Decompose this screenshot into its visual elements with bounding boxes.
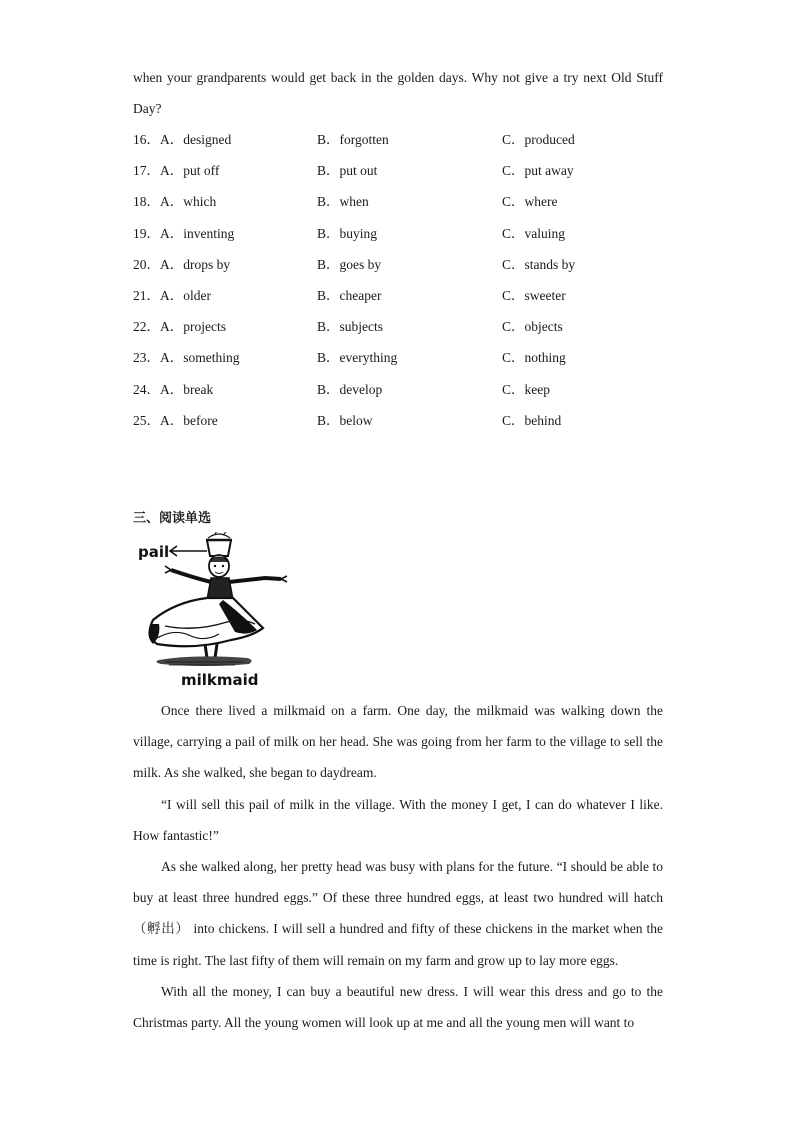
option-b: B．forgotten [317, 132, 389, 147]
option-b: B．buying [317, 225, 378, 241]
question-number: 22． [133, 319, 160, 335]
option-c: C．behind [502, 412, 562, 428]
question-row [133, 155, 673, 186]
pail-label: pail [138, 543, 170, 561]
option-c: C．nothing [502, 350, 566, 366]
question-number: 16． [133, 132, 160, 147]
option-b: B．everything [317, 350, 398, 366]
question-row [133, 311, 673, 342]
option-c: C．produced [502, 132, 575, 147]
passage-paragraph: Once there lived a milkmaid on a farm. One day, the milkmaid was walking down the village, carrying a pail of milk on her head. She was going from her farm to the village to sell the milk. As she walked, she began to daydream. [133, 703, 663, 781]
option-a: A．projects [160, 319, 226, 335]
question-number: 23． [133, 350, 160, 366]
option-c: C．where [502, 194, 558, 210]
option-a: A．which [160, 194, 217, 210]
question-row [133, 342, 673, 373]
question-number: 18． [133, 194, 160, 210]
option-c: C．valuing [502, 225, 565, 241]
milkmaid-illustration [135, 532, 295, 692]
option-b: B．cheaper [317, 287, 382, 303]
question-row [133, 405, 673, 436]
question-row [133, 218, 673, 249]
passage-paragraph: “I will sell this pail of milk in the village. With the money I get, I can do whatever I like. How fantastic!” [133, 796, 663, 843]
question-row [133, 249, 673, 280]
question-number: 21． [133, 287, 160, 303]
passage-paragraph: With all the money, I can buy a beautiful new dress. I will wear this dress and go to the Christmas party. All the young women will look up at me and all the young men will want to [133, 983, 663, 1031]
intro-passage [133, 62, 663, 124]
option-b: B．put out [317, 163, 378, 179]
question-number: 24． [133, 381, 160, 397]
option-a: A．drops by [160, 256, 231, 272]
question-number: 17． [133, 163, 160, 179]
option-a: A．inventing [160, 225, 235, 241]
option-a: A．something [160, 350, 240, 366]
option-b: B．when [317, 194, 369, 210]
option-b: B．below [317, 412, 373, 428]
option-b: B．goes by [317, 256, 382, 272]
option-a: A．designed [160, 132, 232, 147]
option-c: C．sweeter [502, 287, 566, 303]
reading-passage [133, 695, 663, 1038]
cloze-options-list [133, 124, 673, 436]
option-c: C．stands by [502, 256, 576, 272]
question-number: 25． [133, 412, 160, 428]
option-a: A．older [160, 287, 211, 303]
option-a: A．break [160, 381, 214, 397]
intro-text: when your grandparents would get back in the golden days. Why not give a try next Old Stuff Day? [133, 70, 663, 116]
milkmaid-label: milkmaid [181, 671, 259, 689]
passage-paragraph: As she walked along, her pretty head was busy with plans for the future. “I should be able to buy at least three hundred eggs.” Of these three hundred eggs, at least two hundred will hatch（孵出） into chickens. I will sell a hundred and fifty of these chickens in the market when the time is right. The last fifty of them will remain on my farm and grow up to lay more eggs. [133, 859, 663, 968]
option-a: A．before [160, 412, 218, 428]
option-b: B．subjects [317, 319, 383, 335]
question-number: 19． [133, 225, 160, 241]
question-row [133, 280, 673, 311]
option-c: C．keep [502, 381, 550, 397]
question-number: 20． [133, 256, 160, 272]
option-a: A．put off [160, 163, 220, 179]
option-b: B．develop [317, 381, 383, 397]
question-row [133, 374, 673, 405]
option-c: C．put away [502, 163, 574, 179]
question-row [133, 124, 673, 155]
question-row [133, 186, 673, 217]
section-heading: 三、阅读单选 [133, 511, 212, 526]
option-c: C．objects [502, 319, 563, 335]
